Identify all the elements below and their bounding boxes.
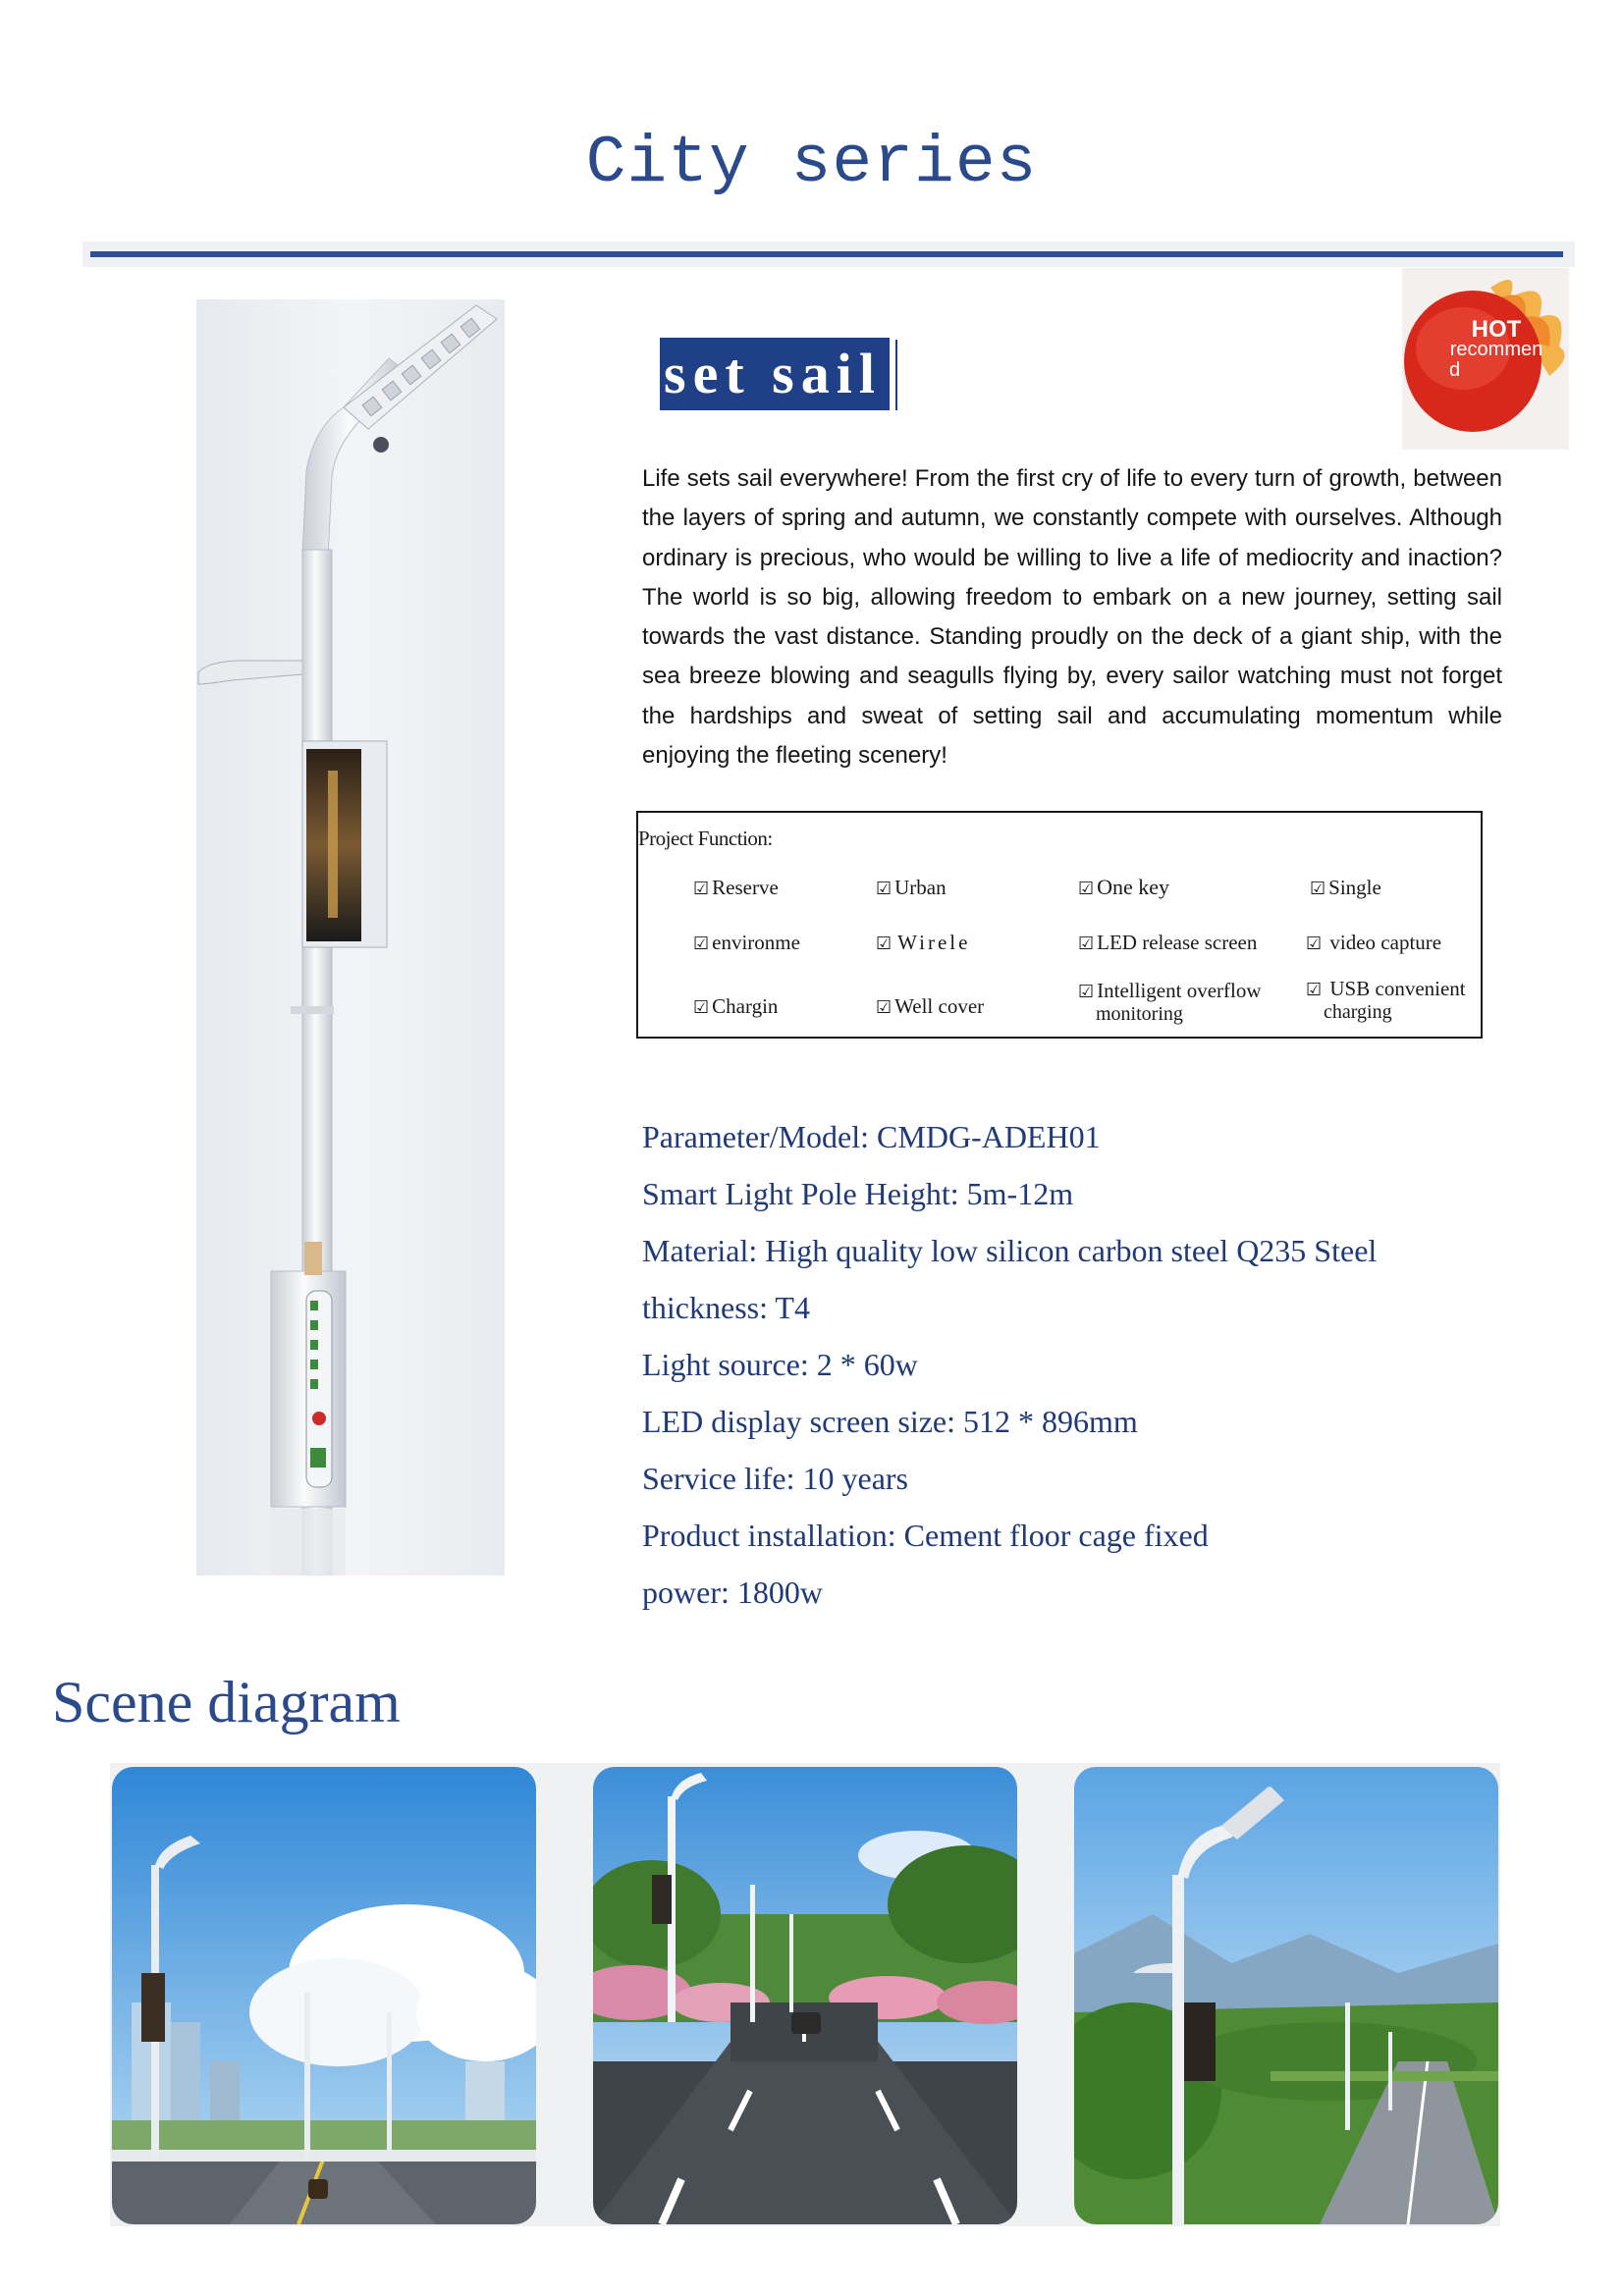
checkbox-checked-icon: ☑: [876, 879, 893, 899]
smart-pole-illustration: [196, 299, 505, 1575]
product-heading: set sail: [660, 338, 890, 410]
product-image: [196, 299, 505, 1575]
function-item: ☑ USB convenient charging: [1306, 977, 1466, 1023]
recommend-label: recommen: [1449, 339, 1543, 360]
function-item: ☑ Wirele: [876, 931, 971, 954]
checkbox-checked-icon: ☑: [693, 879, 710, 899]
parameter-line: Smart Light Pole Height: 5m-12m: [642, 1176, 1074, 1211]
recommend-label-end: d: [1449, 359, 1461, 381]
heading-cursor: [895, 340, 897, 410]
function-item: ☑ Intelligent overflow monitoring: [1078, 979, 1262, 1025]
parameter-line: Parameter/Model: CMDG-ADEH01: [642, 1119, 1101, 1154]
parameter-line: Service life: 10 years: [642, 1461, 908, 1496]
parameter-line: Material: High quality low silicon carbon steel Q235 Steel: [642, 1233, 1378, 1268]
parameter-line: thickness: T4: [642, 1290, 810, 1325]
project-function-table: [636, 811, 1483, 1039]
function-item: ☑ environme: [693, 931, 800, 954]
page-title: City series: [585, 126, 1038, 201]
checkbox-checked-icon: ☑: [876, 997, 893, 1018]
function-item-continuation: charging: [1324, 1001, 1392, 1023]
function-item-continuation: monitoring: [1096, 1003, 1183, 1025]
scene-diagram-title: Scene diagram: [52, 1670, 401, 1735]
checkbox-checked-icon: ☑: [1078, 879, 1095, 899]
parameter-line: Product installation: Cement floor cage fixed: [642, 1518, 1209, 1553]
checkbox-checked-icon: ☑: [693, 997, 710, 1018]
checkbox-checked-icon: ☑: [693, 934, 710, 954]
function-item: ☑ video capture: [1306, 931, 1442, 954]
function-item: ☑ LED release screen: [1078, 931, 1258, 954]
parameter-line: Light source: 2 * 60w: [642, 1347, 918, 1382]
checkbox-checked-icon: ☑: [876, 934, 895, 954]
scene-photo-roadside: [1074, 1767, 1498, 2224]
function-item: ☑ Reserve: [693, 876, 779, 899]
function-table-title: Project Function:: [638, 827, 773, 850]
scene-photo-road: [593, 1767, 1017, 2224]
function-item: ☑ Single: [1310, 876, 1381, 899]
function-item: ☑ Chargin: [693, 994, 779, 1018]
scene-photo-city: [112, 1767, 536, 2224]
function-item: ☑ Well cover: [876, 994, 985, 1018]
hot-recommended-badge: [1402, 268, 1569, 450]
function-item: ☑ One key: [1078, 875, 1170, 899]
title-rule: [90, 251, 1563, 257]
checkbox-checked-icon: ☑: [1078, 982, 1095, 1002]
checkbox-checked-icon: ☑: [1306, 934, 1323, 954]
checkbox-checked-icon: ☑: [1310, 879, 1326, 899]
checkbox-checked-icon: ☑: [1078, 934, 1095, 954]
product-description: Life sets sail everywhere! From the first cry of life to every turn of growth, between the layers of spring and autumn, we constantly compete with ourselves. Although ordinary is precious, who would be willing to live a life of mediocrity and inaction? The world is so big, allowing freedom to embark on a new journey, setting sail towards the vast distance. Standing proudly on the deck of a giant ship, with the sea breeze blowing and seagulls flying by, every sailor watching must not forget the hardships and sweat of setting sail and accumulating momentum while enjoying the fleeting scenery!: [642, 465, 1502, 770]
checkbox-checked-icon: ☑: [1306, 980, 1323, 1000]
function-item: ☑ Urban: [876, 876, 947, 899]
hot-label: HOT: [1471, 316, 1522, 343]
parameter-line: power: 1800w: [642, 1575, 823, 1610]
parameter-line: LED display screen size: 512 * 896mm: [642, 1404, 1138, 1439]
